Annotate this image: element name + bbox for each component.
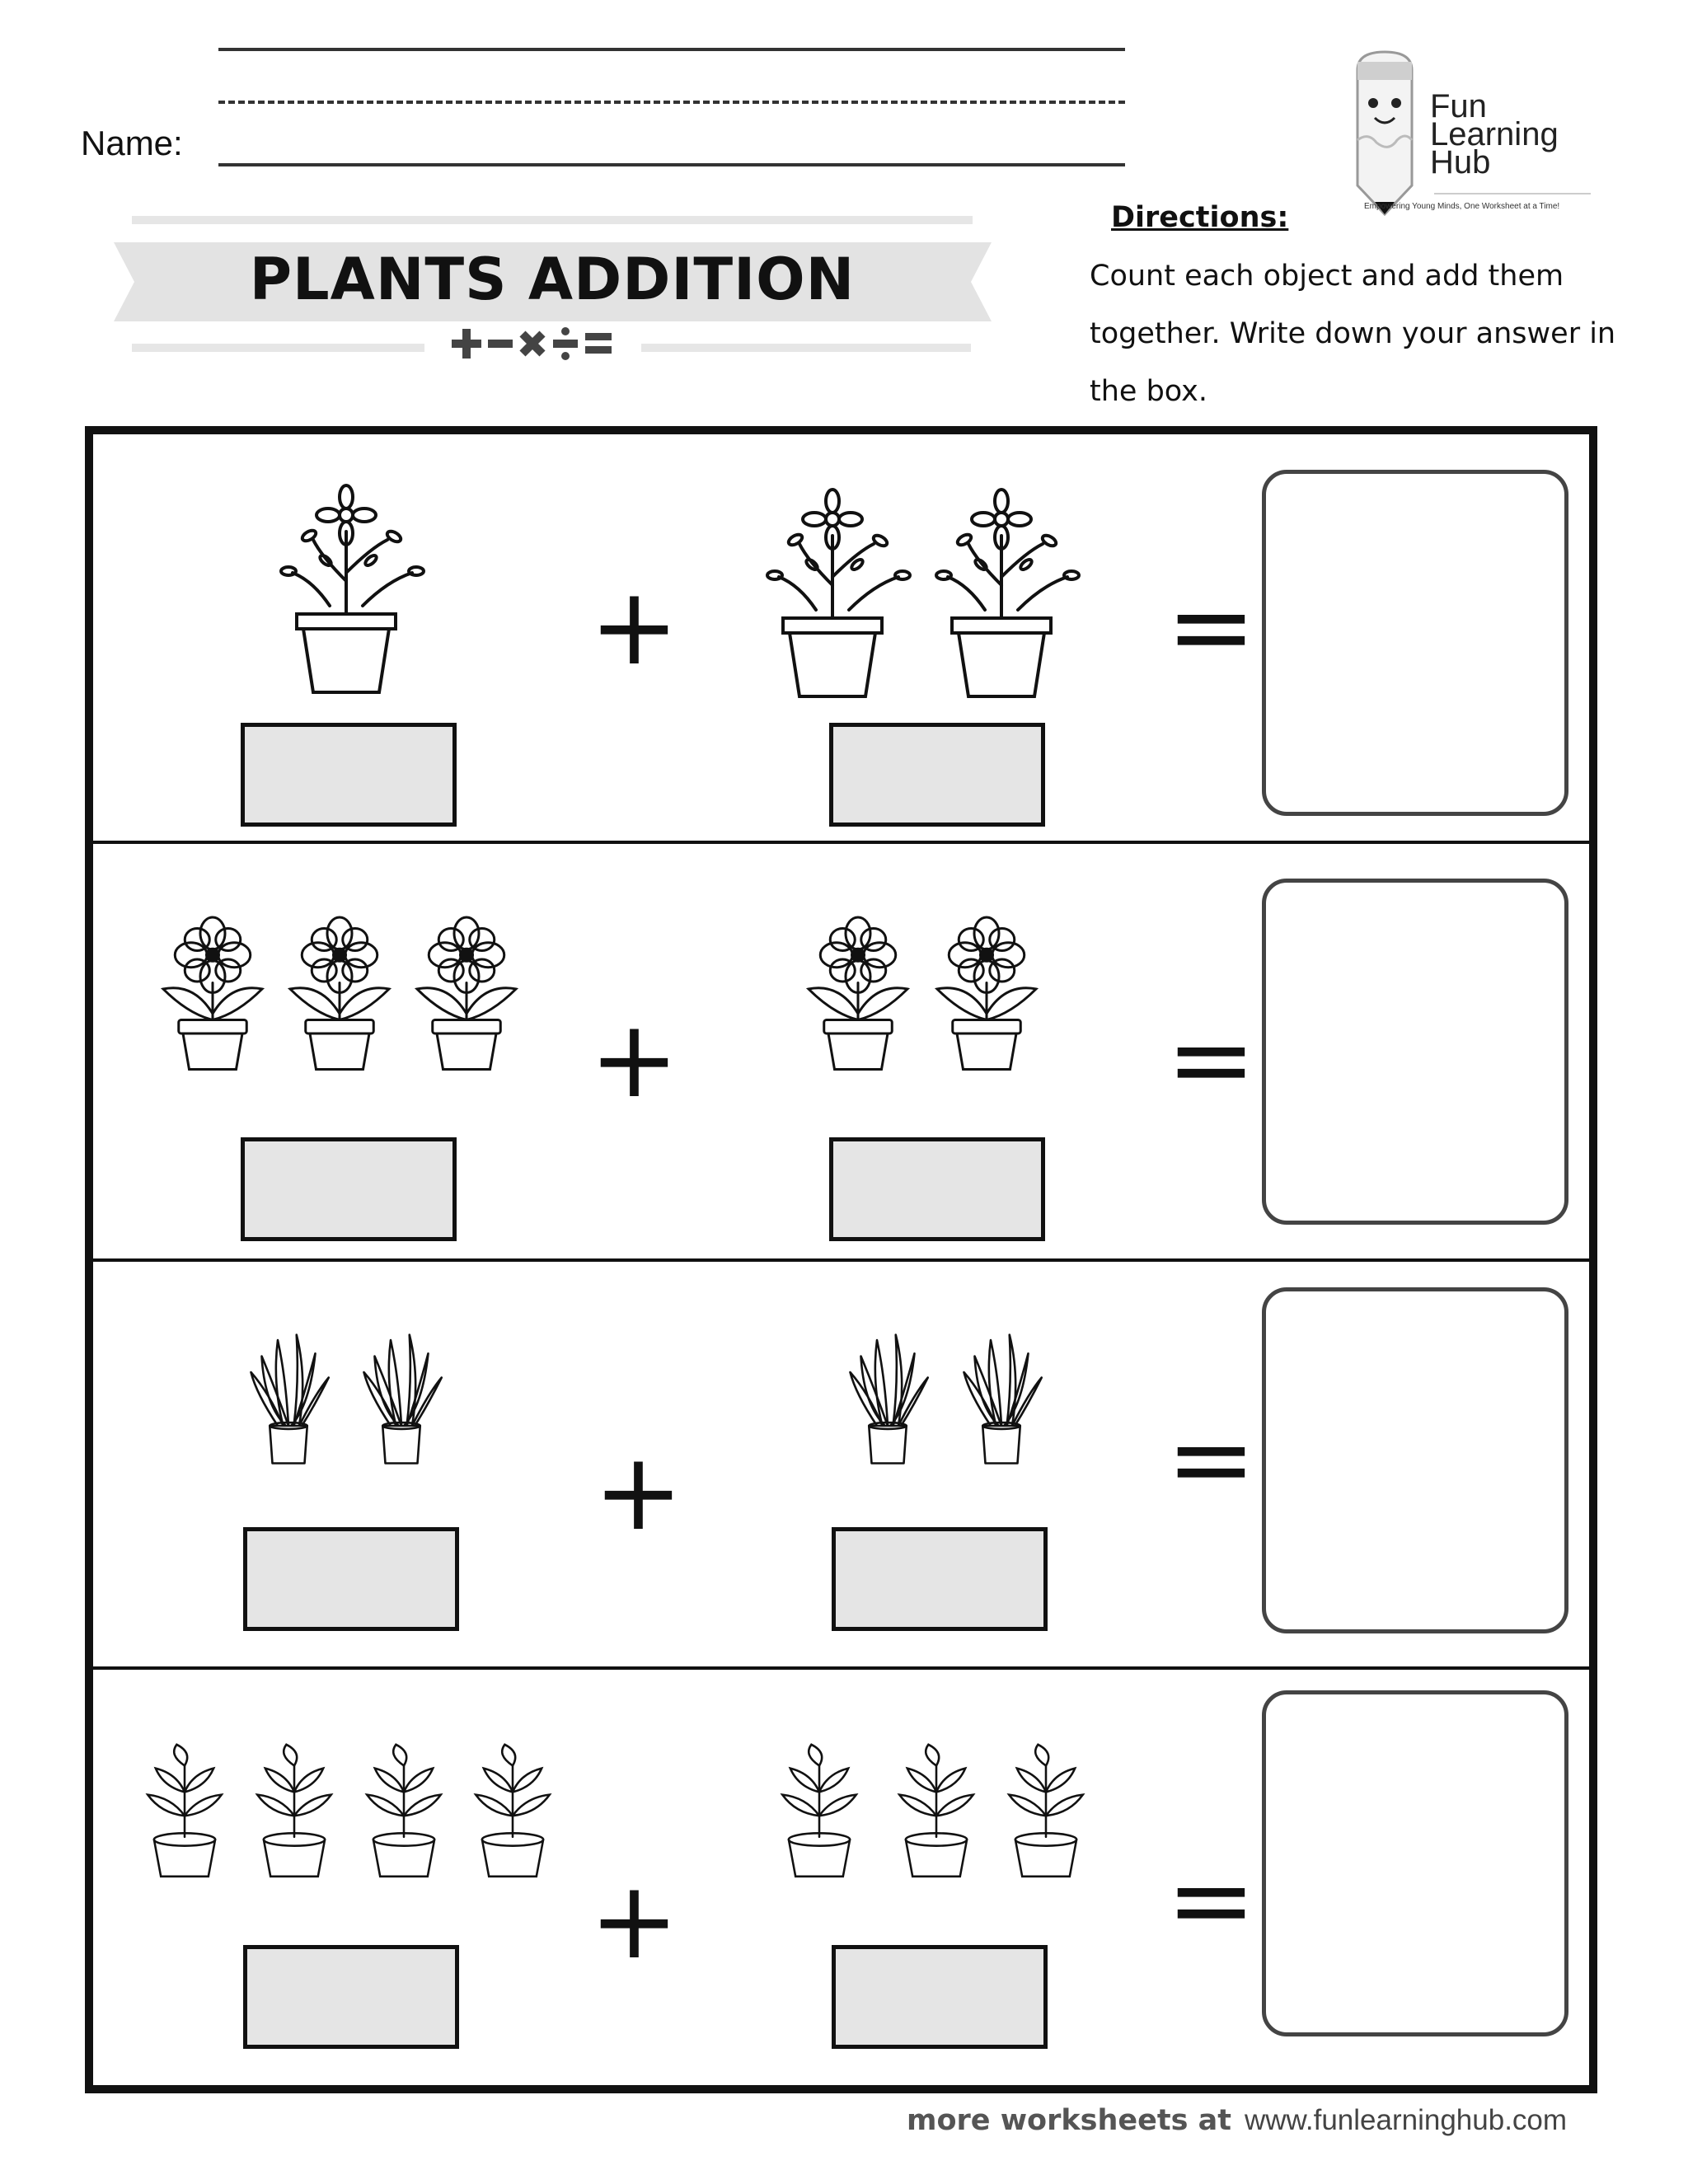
equals-sign: = bbox=[1166, 996, 1256, 1122]
count-box-left[interactable] bbox=[241, 1137, 457, 1241]
name-line-dashed bbox=[218, 101, 1125, 104]
answer-box[interactable] bbox=[1262, 1690, 1568, 2036]
name-line-bottom[interactable] bbox=[218, 163, 1125, 166]
row-divider bbox=[93, 1666, 1589, 1670]
name-label: Name: bbox=[81, 124, 183, 162]
plus-sign: + bbox=[593, 1429, 683, 1554]
daisy-pot-icon bbox=[278, 902, 401, 1088]
leafy-plant-pot-icon bbox=[767, 1731, 872, 1896]
count-box-left[interactable] bbox=[243, 1945, 459, 2049]
row-divider bbox=[93, 1258, 1589, 1262]
logo-line-1: Fun bbox=[1430, 88, 1487, 124]
count-box-right[interactable] bbox=[832, 1527, 1048, 1631]
flower-sprig-pot-icon bbox=[264, 482, 429, 696]
count-box-left[interactable] bbox=[243, 1527, 459, 1631]
plus-sign: + bbox=[589, 564, 679, 689]
plus-sign: + bbox=[589, 996, 679, 1122]
count-box-right[interactable] bbox=[832, 1945, 1048, 2049]
daisy-pot-icon bbox=[151, 902, 274, 1088]
snake-plant-pot-icon bbox=[834, 1298, 941, 1500]
count-box-right[interactable] bbox=[829, 723, 1045, 827]
name-line-top bbox=[218, 48, 1125, 51]
page-title: PLANTS ADDITION bbox=[249, 246, 856, 313]
equals-sign: = bbox=[1166, 1396, 1256, 1521]
daisy-pot-icon bbox=[925, 902, 1048, 1088]
snake-plant-pot-icon bbox=[348, 1298, 455, 1500]
logo-line-2: Learning bbox=[1430, 116, 1559, 152]
daisy-pot-icon bbox=[405, 902, 528, 1088]
answer-box[interactable] bbox=[1262, 470, 1568, 816]
plus-sign: + bbox=[589, 1858, 679, 1983]
footer-url-link[interactable]: www.funlearninghub.com bbox=[1245, 2104, 1568, 2136]
row-divider bbox=[93, 841, 1589, 844]
math-operators-icon bbox=[452, 324, 612, 363]
count-box-left[interactable] bbox=[241, 723, 457, 827]
logo-tagline: Empowering Young Minds, One Worksheet at a Time! bbox=[1364, 202, 1560, 211]
daisy-pot-icon bbox=[796, 902, 920, 1088]
equals-sign: = bbox=[1166, 1837, 1256, 1962]
leafy-plant-pot-icon bbox=[241, 1731, 347, 1896]
footer-lead: more worksheets at bbox=[907, 2104, 1231, 2137]
leafy-plant-pot-icon bbox=[351, 1731, 457, 1896]
leafy-plant-pot-icon bbox=[460, 1731, 565, 1896]
leafy-plant-pot-icon bbox=[993, 1731, 1099, 1896]
snake-plant-pot-icon bbox=[235, 1298, 342, 1500]
answer-box[interactable] bbox=[1262, 879, 1568, 1225]
answer-box[interactable] bbox=[1262, 1287, 1568, 1633]
logo-line-3: Hub bbox=[1430, 144, 1491, 180]
count-box-right[interactable] bbox=[829, 1137, 1045, 1241]
directions-title: Directions: bbox=[1111, 201, 1289, 234]
leafy-plant-pot-icon bbox=[132, 1731, 237, 1896]
directions-text: Count each object and add them together. Write down your answer in the box. bbox=[1090, 260, 1616, 408]
flower-sprig-pot-icon bbox=[919, 486, 1084, 701]
equals-sign: = bbox=[1166, 564, 1256, 689]
snake-plant-pot-icon bbox=[948, 1298, 1055, 1500]
logo-wordmark bbox=[1430, 88, 1559, 180]
flower-sprig-pot-icon bbox=[750, 486, 915, 701]
leafy-plant-pot-icon bbox=[884, 1731, 989, 1896]
